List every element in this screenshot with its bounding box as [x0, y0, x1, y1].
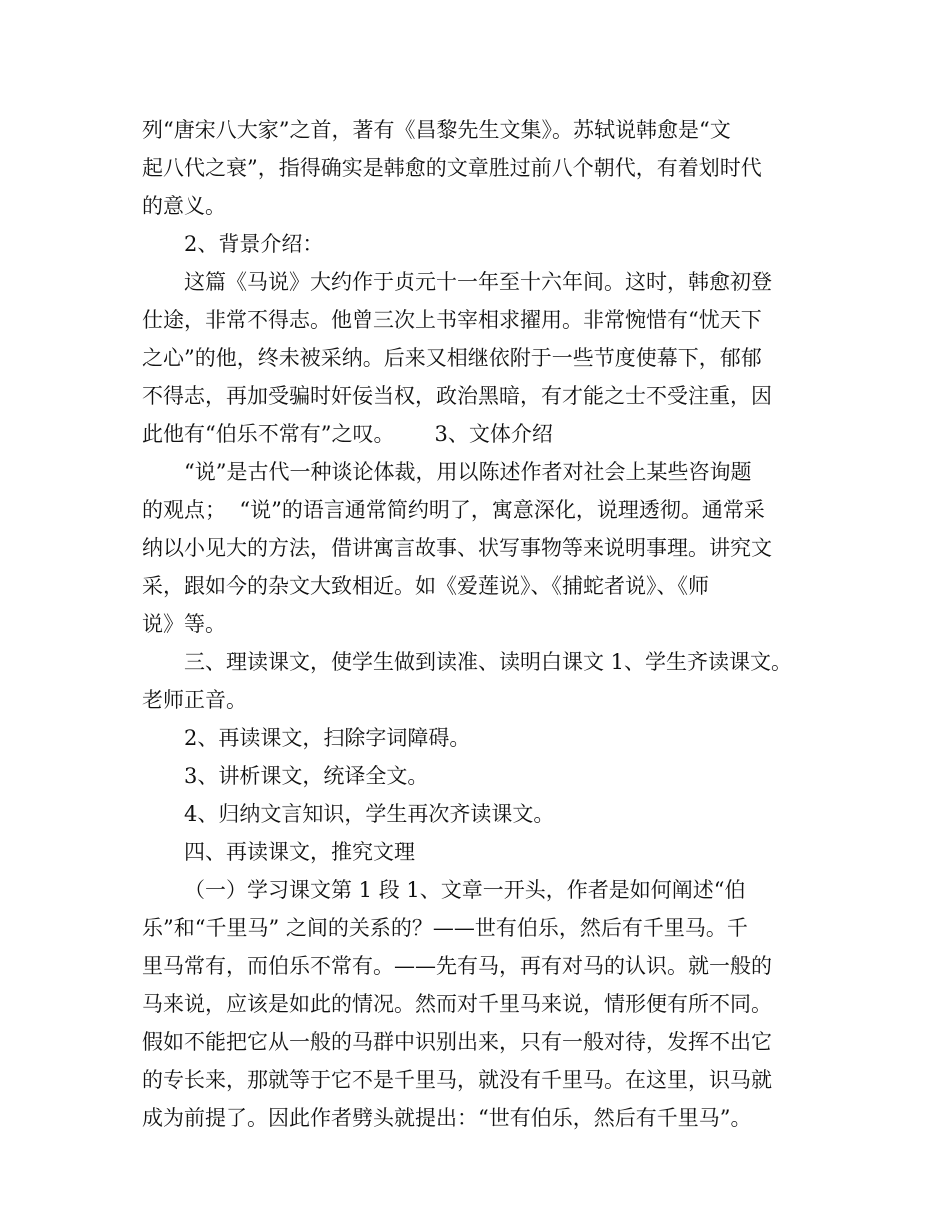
list-item: 4、归纳文言知识，学生再次齐读课文。 — [184, 802, 555, 826]
section-heading: 2、背景介绍： — [184, 232, 324, 256]
text-line: 里马常有，而伯乐不常有。——先有马，再有对马的认识。就一般的 — [142, 954, 772, 978]
text-line: 成为前提了。因此作者劈头就提出：“世有伯乐，然后有千里马”。 — [142, 1106, 752, 1130]
list-item: 3、讲析课文，统译全文。 — [184, 764, 429, 788]
text-line: 乐”和“千里马” 之间的关系的？——世有伯乐，然后有千里马。千 — [142, 916, 748, 940]
document-body — [142, 111, 822, 1137]
text-line: 假如不能把它从一般的马群中识别出来，只有一般对待，发挥不出它 — [142, 1030, 772, 1054]
text-line: 这篇《马说》大约作于贞元十一年至十六年间。这时，韩愈初登 — [184, 270, 772, 294]
section-heading: 三、理读课文，使学生做到读准、读明白课文 1、学生齐读课文。 — [184, 650, 793, 674]
text-line: 马来说，应该是如此的情况。然而对千里马来说，情形便有所不同。 — [142, 992, 772, 1016]
text-line: 采，跟如今的杂文大致相近。如《爱莲说》、《捕蛇者说》、《师 — [142, 574, 709, 598]
text-line: 说》等。 — [142, 612, 226, 636]
text-line: 纳以小见大的方法，借讲寓言故事、状写事物等来说明事理。讲究文 — [142, 536, 772, 560]
list-item: 2、再读课文，扫除字词障碍。 — [184, 726, 471, 750]
text-line: 此他有“伯乐不常有”之叹。 3、文体介绍 — [142, 422, 553, 446]
text-line: 仕途，非常不得志。他曾三次上书宰相求擢用。非常惋惜有“忧天下 — [142, 308, 762, 332]
text-line: 不得志，再加受骗时奸佞当权，政治黑暗，有才能之士不受注重，因 — [142, 384, 772, 408]
section-heading: 四、再读课文，推究文理 — [184, 840, 415, 864]
text-line: 的观点； “说”的语言通常简约明了，寓意深化，说理透彻。通常采 — [142, 498, 765, 522]
text-line: 的专长来，那就等于它不是千里马，就没有千里马。在这里，识马就 — [142, 1068, 772, 1092]
text-line: 之心”的他，终未被采纳。后来又相继依附于一些节度使幕下，郁郁 — [142, 346, 762, 370]
text-line: 起八代之衰”，指得确实是韩愈的文章胜过前八个朝代，有着划时代 — [142, 156, 762, 180]
text-line: 老师正音。 — [142, 688, 247, 712]
text-line: 的意义。 — [142, 194, 226, 218]
text-line: “说”是古代一种谈论体裁，用以陈述作者对社会上某些咨询题 — [184, 460, 752, 484]
text-line: 列“唐宋八大家”之首，著有《昌黎先生文集》。苏轼说韩愈是“文 — [142, 118, 731, 142]
text-line: （一）学习课文第 1 段 1、文章一开头，作者是如何阐述“伯 — [184, 878, 746, 902]
